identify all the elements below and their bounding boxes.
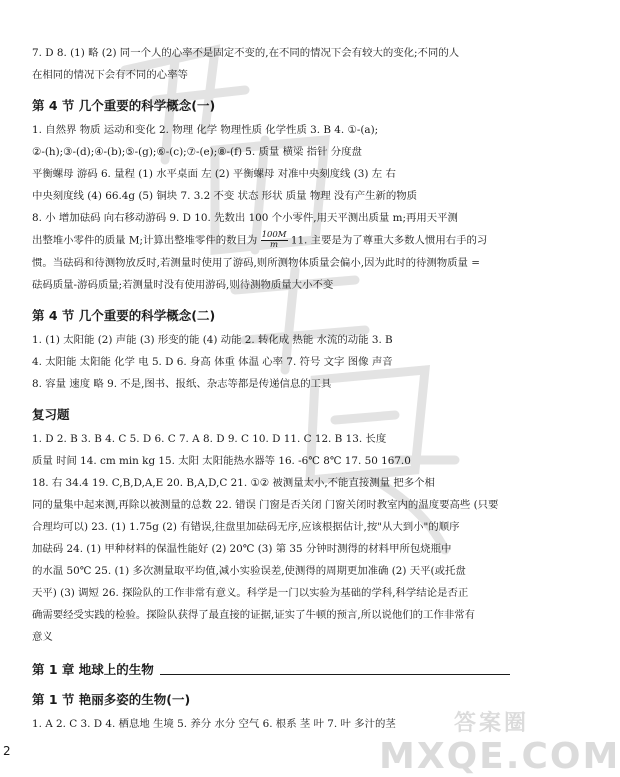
watermark-url: MXQE.COM bbox=[379, 736, 620, 777]
answer-line: 确需要经受实践的检验。探险队获得了最直接的证据,证实了牛顿的预言,所以说他们的工作非常有 bbox=[32, 608, 476, 621]
answer-text: 11. 主要是为了尊重大多数人惯用右手的习 bbox=[290, 234, 488, 247]
chapter-heading bbox=[32, 661, 510, 679]
answer-line: 7. D 8. (1) 略 (2) 同一个人的心率不是固定不变的,在不同的情况下会有较大的变化;不同的人 bbox=[32, 47, 460, 59]
watermark-logo-text: 答案圈 bbox=[453, 711, 529, 736]
answer-line: 8. 小 增加砝码 向右移动游码 9. D 10. 先数出 100 个小零件,用天平测出质量 m;再用天平测 bbox=[32, 212, 458, 224]
answer-line: 18. 右 34.4 19. C,B,D,A,E 20. B,A,D,C 21. ①② 被测量太小,不能直接测量 把多个相 bbox=[32, 476, 435, 489]
section-heading: 复习题 bbox=[32, 406, 70, 422]
answer-text: 出整堆小零件的质量 M;计算出整堆零件的数目为 bbox=[32, 234, 258, 247]
answer-line: 1. 自然界 物质 运动和变化 2. 物理 化学 物理性质 化学性质 3. B 4. ①-(a); bbox=[32, 124, 379, 136]
answer-line: 的水温 50℃ 25. (1) 多次测量取平均值,减小实验误差,使测得的周期更加准确 (2) 天平(或托盘 bbox=[32, 564, 466, 577]
answer-line: 加砝码 24. (1) 甲种材料的保温性能好 (2) 20℃ (3) 第 35 分钟时测得的材料甲所包烧瓶中 bbox=[32, 542, 452, 555]
answer-line bbox=[32, 231, 510, 251]
fraction-denominator: m bbox=[270, 240, 279, 250]
section-heading: 第 4 节 几个重要的科学概念(一) bbox=[32, 98, 216, 113]
answer-line: 中央刻度线 (4) 66.4g (5) 铜块 7. 3.2 不变 状态 形状 质量 物理 没有产生新的物质 bbox=[32, 190, 418, 202]
answer-content bbox=[32, 44, 510, 737]
answer-line: 惯。当砝码和待测物放反时,若测量时使用了游码,则所测物体质量会偏小,因为此时的待测物质量 = bbox=[32, 256, 480, 269]
answer-line: 砝码质量-游码质量;若测量时没有使用游码,则待测物质量大小不变 bbox=[32, 278, 334, 291]
fraction bbox=[261, 231, 288, 250]
answer-line: 意义 bbox=[32, 630, 53, 643]
answer-line: 8. 容量 速度 略 9. 不是,图书、报纸、杂志等都是传递信息的工具 bbox=[32, 377, 332, 390]
page-number: 2 bbox=[3, 744, 11, 758]
answer-line: 平衡螺母 游码 6. 量程 (1) 水平桌面 左 (2) 平衡螺母 对准中央刻度线 (3) 左 右 bbox=[32, 168, 396, 180]
answer-line: 天平) (3) 调短 26. 探险队的工作非常有意义。科学是一门以实验为基础的学科,科学结论是否正 bbox=[32, 586, 469, 599]
chapter-title: 第 1 章 地球上的生物 bbox=[32, 661, 154, 677]
answer-line: 在相同的情况下会有不同的心率等 bbox=[32, 69, 188, 81]
section-heading: 第 4 节 几个重要的科学概念(二) bbox=[32, 307, 216, 323]
answer-line: 同的量集中起来测,再除以被测量的总数 22. 错误 门窗是否关闭 门窗关闭时教室内的温度要高些 (只要 bbox=[32, 498, 499, 511]
fraction-numerator: 100M bbox=[261, 230, 287, 240]
answer-line: 1. (1) 太阳能 (2) 声能 (3) 形变的能 (4) 动能 2. 转化成 热能 水流的动能 3. B bbox=[32, 333, 393, 346]
chapter-rule bbox=[160, 674, 510, 675]
answer-line: 质量 时间 14. cm min kg 15. 太阳 太阳能热水器等 16. -6℃ 8℃ 17. 50 167.0 bbox=[32, 454, 411, 467]
answer-line: 1. D 2. B 3. B 4. C 5. D 6. C 7. A 8. D 9. C 10. D 11. C 12. B 13. 长度 bbox=[32, 432, 387, 445]
answer-line: 1. A 2. C 3. D 4. 栖息地 生境 5. 养分 水分 空气 6. 根系 茎 叶 7. 叶 多汁的茎 bbox=[32, 717, 396, 730]
answer-line: 合理均可以) 23. (1) 1.75g (2) 有错误,往盘里加砝码无序,应该根据估计,按"从大到小"的顺序 bbox=[32, 520, 460, 533]
section-heading: 第 1 节 艳丽多姿的生物(一) bbox=[32, 691, 191, 707]
answer-line: 4. 太阳能 太阳能 化学 电 5. D 6. 身高 体重 体温 心率 7. 符号 文字 图像 声音 bbox=[32, 355, 393, 368]
answer-line: ②-(h);③-(d);④-(b);⑤-(g);⑥-(c);⑦-(e);⑧-(f) 5. 质量 横梁 指针 分度盘 bbox=[32, 146, 362, 158]
